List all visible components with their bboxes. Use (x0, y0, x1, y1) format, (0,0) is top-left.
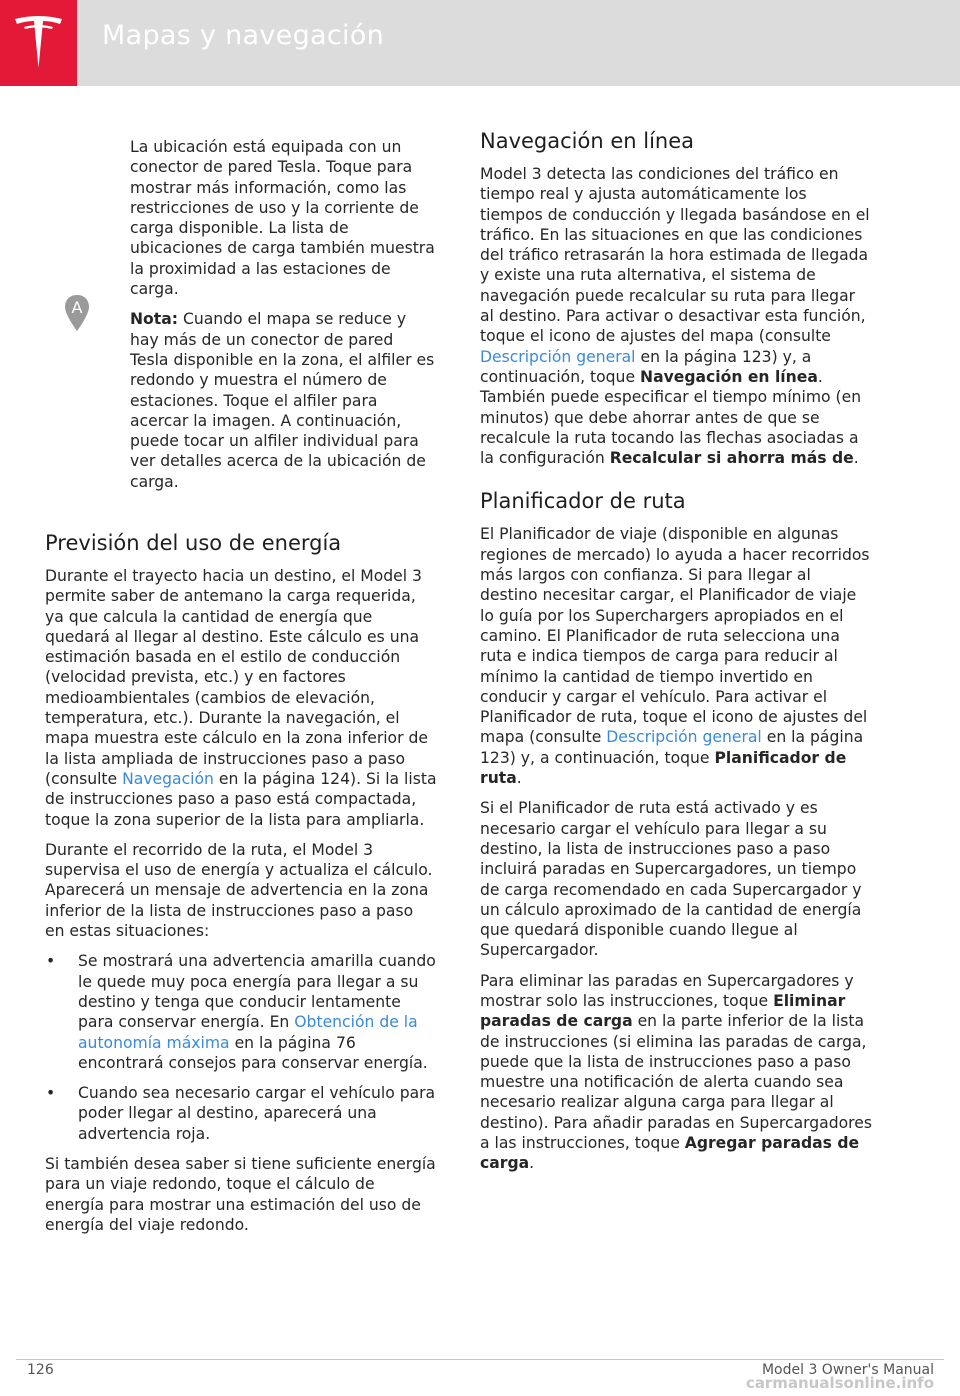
setting-name: Navegación en línea (640, 367, 818, 386)
setting-name: Agregar paradas de carga (480, 1134, 860, 1173)
text: . (853, 449, 859, 468)
warning-list (45, 951, 437, 1144)
text: en la página 76 encontrará consejos para conservar energía. (78, 1033, 428, 1072)
planner-heading: Planificador de ruta (480, 489, 686, 514)
text: . (529, 1154, 535, 1173)
text: en la página 124). Si la lista de instrucciones paso a paso está compactada, toque la zona superior de la lista para ampliarla. (45, 769, 437, 829)
note-label: Nota: (130, 310, 178, 329)
text: . También puede especificar el tiempo mínimo (en minutos) que debe ahorrar antes de que se recalcule la ruta tocando las flechas asociadas a la configuración (480, 367, 862, 468)
left-column (45, 530, 437, 1245)
energy-paragraph-2: Durante el recorrido de la ruta, el Model 3 supervisa el uso de energía y actualiza el cálculo. Aparecerá un mensaje de advertencia en la zona inferior de la lista de instrucciones paso a paso en estas situaciones: (45, 840, 433, 941)
navigation-link[interactable]: Navegación (122, 769, 214, 788)
page-number: 126 (27, 1362, 54, 1378)
right-column (480, 128, 872, 1184)
location-description: La ubicación está equipada con un conector de pared Tesla. Toque para mostrar más información, como las restricciones de uso y la corriente de carga disponible. La lista de ubicaciones de carga también muestra la proximidad a las estaciones de carga. (130, 138, 435, 299)
text: Para eliminar las paradas en Supercargadores y mostrar solo las instrucciones, toque (480, 971, 854, 1010)
manual-name: Model 3 Owner's Manual (761, 1362, 934, 1378)
planner-paragraph-3 (480, 971, 872, 1174)
charging-location-note (130, 137, 435, 502)
online-nav-heading: Navegación en línea (480, 129, 695, 153)
pin-letter: A (71, 298, 83, 317)
footer-divider (16, 1359, 944, 1360)
energy-paragraph-3: Si también desea saber si tiene suficiente energía para un viaje redondo, toque el cálculo de energía para mostrar una estimación del uso de energía del viaje redondo. (45, 1155, 436, 1234)
setting-name: Planificador de ruta (480, 748, 847, 788)
list-item: • Cuando sea necesario cargar el vehículo para poder llegar al destino, aparecerá una advertencia roja. (45, 1083, 437, 1144)
overview-link[interactable]: Descripción general (606, 728, 762, 747)
setting-name: Eliminar paradas de carga (480, 991, 846, 1031)
text: Model 3 detecta las condiciones del tráfico en tiempo real y ajusta automáticamente los tiempos de conducción y llegada basándose en el tráfico. En las situaciones en que las condiciones del tráfico retrasarán la hora estimada de llegada y existe una ruta alternativa, el sistema de navegación puede recalcular su ruta para llegar al destino. Para activar o desactivar esta función, toque el icono de ajustes del mapa (consulte (480, 165, 870, 346)
note-paragraph (130, 309, 435, 492)
energy-heading: Previsión del uso de energía (45, 531, 342, 555)
text: El Planificador de viaje (disponible en algunas regiones de mercado) lo ayuda a hacer recorridos más largos con confianza. Si para llegar al destino necesitar cargar, el Planificador de viaje lo guía por los Superchargers apropiados en el camino. El Planificador de ruta selecciona una ruta e indica tiempos de carga para reducir al mínimo la cantidad de tiempo invertido en conducir y cargar el vehículo. Para activar el Planificador de ruta, toque el icono de ajustes del mapa (consulte (480, 525, 870, 747)
planner-paragraph-2: Si el Planificador de ruta está activado y es necesario cargar el vehículo para llegar a su destino, la lista de instrucciones paso a paso incluirá paradas en Supercargadores, un tiempo de carga recomendado en cada Supercargador y un cálculo aproximado de la cantidad de energía que quedará disponible cuando llegue al Supercargador. (480, 799, 862, 960)
tesla-logo-icon (12, 16, 65, 70)
note-text: Cuando el mapa se reduce y hay más de un conector de pared Tesla disponible en la zona, el alfiler es redondo y muestra el número de estaciones. Toque el alfiler para acercar la imagen. A continuación, puede tocar un alfiler individual para ver detalles acerca de la ubicación de carga. (130, 310, 435, 491)
text: Se mostrará una advertencia amarilla cuando le quede muy poca energía para llegar a su destino y tenga que conducir lentamente para conservar energía. En (78, 952, 436, 1032)
text: en la parte inferior de la lista de instrucciones (si elimina las paradas de carga, puede que la lista de instrucciones paso a paso muestre una notificación de alerta cuando sea necesario realizar alguna carga para llegar al destino). Para añadir paradas en Supercargadores a las instrucciones, toque (480, 1012, 872, 1153)
watermark: carmanualsonline.info (745, 1374, 934, 1392)
overview-link[interactable]: Descripción general (480, 347, 636, 366)
tesla-logo (0, 0, 77, 86)
max-range-link[interactable]: Obtención de la autonomía máxima (78, 1013, 418, 1052)
energy-paragraph-1 (45, 566, 437, 830)
text: . (516, 769, 522, 788)
online-nav-paragraph (480, 164, 872, 468)
list-item (45, 951, 437, 1073)
setting-name: Recalcular si ahorra más de (609, 449, 854, 468)
text: en la página 123) y, a continuación, toque (480, 728, 864, 767)
planner-paragraph-1 (480, 524, 872, 788)
text: en la página 123) y, a continuación, toque (480, 347, 812, 386)
section-title: Mapas y navegación (102, 20, 385, 51)
map-pin-a-icon (64, 294, 90, 332)
text: Durante el trayecto hacia un destino, el Model 3 permite saber de antemano la carga requerida, ya que calcula la cantidad de energía que quedará al llegar al destino. Este cálculo es una estimación basada en el estilo de conducción (velocidad prevista, etc.) y en factores medioambientales (cambios de elevación, temperatura, etc.). Durante la navegación, el mapa muestra este cálculo en la zona inferior de la lista ampliada de instrucciones paso a paso (consulte (45, 567, 428, 788)
page-header (0, 0, 960, 86)
